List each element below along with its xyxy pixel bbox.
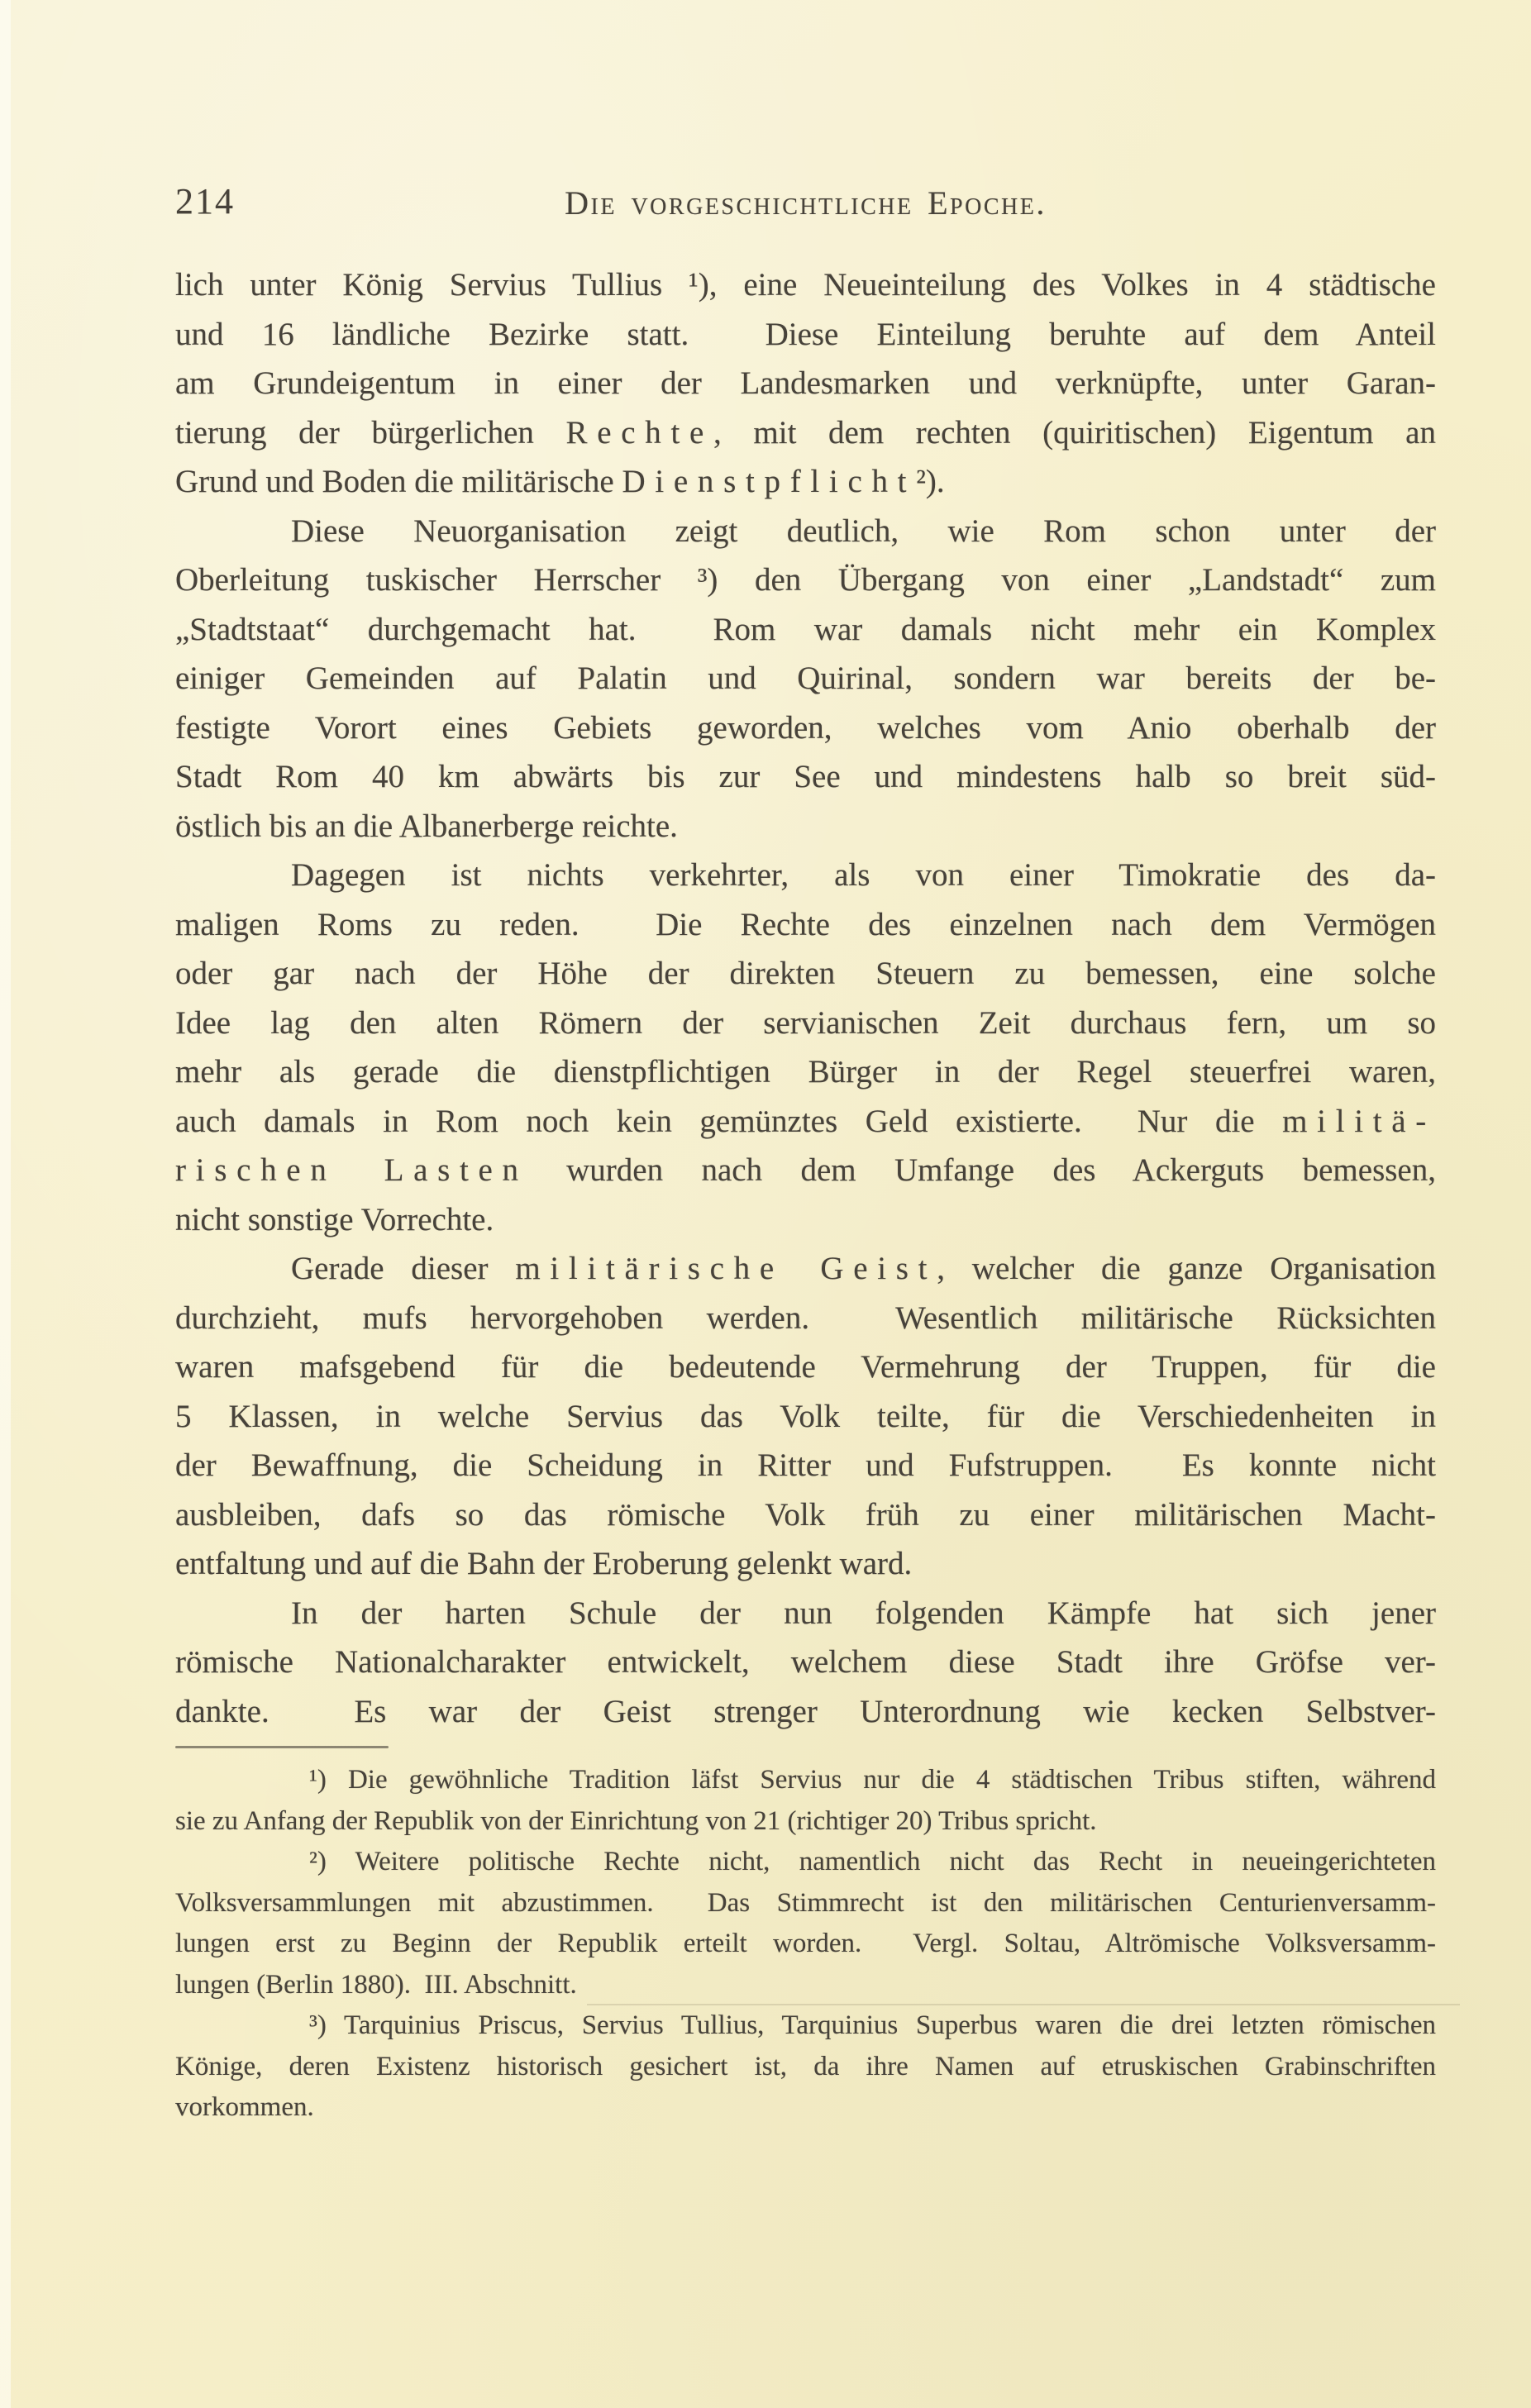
- body-line: römische Nationalcharakter entwickelt, welchem diese Stadt ihre Gröfse ver-: [175, 1644, 1436, 1680]
- footnotes: [175, 1760, 1436, 2129]
- text-segment: wurden nach dem Umfange des Ackerguts bemessen,: [527, 1152, 1436, 1188]
- body-line: nicht sonstige Vorrechte.: [175, 1201, 494, 1237]
- body-line: waren mafsgebend für die bedeutende Vermehrung der Truppen, für die: [175, 1349, 1436, 1385]
- body-line: entfaltung und auf die Bahn der Eroberung gelenkt ward.: [175, 1546, 913, 1581]
- body-line: dankte. Es war der Geist strenger Unterordnung wie kecken Selbstver-: [175, 1693, 1436, 1729]
- footnote-line: lungen erst zu Beginn der Republik erteilt worden. Vergl. Soltau, Altrömische Volksversamm-: [175, 1929, 1436, 1958]
- footnote-line: sie zu Anfang der Republik von der Einrichtung von 21 (richtiger 20) Tribus spricht.: [175, 1805, 1097, 1836]
- body-line: Oberleitung tuskischer Herrscher ³) den Übergang von einer „Landstadt“ zum: [175, 562, 1436, 598]
- footnote-line: Könige, deren Existenz historisch gesichert ist, da ihre Namen auf etruskischen Grabinschriften: [175, 2051, 1436, 2081]
- body-line: ausbleiben, dafs so das römische Volk früh zu einer militärischen Macht-: [175, 1496, 1436, 1533]
- body-line: „Stadtstaat“ durchgemacht hat. Rom war damals nicht mehr ein Komplex: [175, 611, 1436, 647]
- spaced-text-segment: militärische Geist: [515, 1251, 937, 1286]
- body-line: [175, 457, 1436, 507]
- body-line: am Grundeigentum in einer der Landesmarken und verknüpfte, unter Garan-: [175, 365, 1436, 401]
- text-segment: , welcher die ganze Organisation: [937, 1251, 1437, 1286]
- running-header: Die vorgeschichtliche Epoche.: [565, 184, 1047, 222]
- body-line: Dagegen ist nichts verkehrter, als von einer Timokratie des da-: [291, 857, 1436, 893]
- text-segment: auch damals in Rom noch kein gemünztes Geld existierte. Nur die: [175, 1103, 1283, 1139]
- page-number: 214: [175, 181, 235, 222]
- footnote-line: ²) Weitere politische Rechte nicht, namentlich nicht das Recht in neueingerichteten: [309, 1847, 1436, 1876]
- body-line: Idee lag den alten Römern der servianischen Zeit durchaus fern, um so: [175, 1004, 1436, 1041]
- body-text: [175, 260, 1436, 1736]
- text-segment: ²).: [916, 464, 945, 499]
- body-line: östlich bis an die Albanerberge reichte.: [175, 808, 678, 844]
- body-line: 5 Klassen, in welche Servius das Volk teilte, für die Verschiedenheiten in: [175, 1398, 1436, 1434]
- footnote-line: lungen (Berlin 1880). III. Abschnitt.: [175, 1969, 577, 2000]
- body-line: Diese Neuorganisation zeigt deutlich, wie Rom schon unter der: [291, 513, 1436, 549]
- body-line: In der harten Schule der nun folgenden Kämpfe hat sich jener: [291, 1595, 1436, 1631]
- body-line: oder gar nach der Höhe der direkten Steuern zu bemessen, eine solche: [175, 956, 1436, 991]
- scan-edge-strip: [0, 0, 11, 2408]
- body-line: [175, 1146, 1436, 1195]
- body-line: und 16 ländliche Bezirke statt. Diese Einteilung beruhte auf dem Anteil: [175, 316, 1436, 352]
- text-segment: Grund und Boden die militärische: [175, 464, 622, 499]
- footnote-line: vorkommen.: [175, 2092, 314, 2122]
- text-segment: Gerade dieser: [291, 1251, 516, 1286]
- footnote-separator-rule: [175, 1746, 389, 1748]
- body-line: maligen Roms zu reden. Die Rechte des einzelnen nach dem Vermögen: [175, 906, 1436, 942]
- body-line: mehr als gerade die dienstpflichtigen Bürger in der Regel steuerfrei waren,: [175, 1054, 1436, 1090]
- text-segment: , mit dem rechten (quiritischen) Eigentum an: [713, 414, 1436, 451]
- body-line: [175, 408, 1436, 458]
- body-line: durchzieht, mufs hervorgehoben werden. Wesentlich militärische Rücksichten: [175, 1299, 1436, 1336]
- body-line: lich unter König Servius Tullius ¹), eine Neueinteilung des Volkes in 4 städtische: [175, 267, 1436, 303]
- body-line: einiger Gemeinden auf Palatin und Quirinal, sondern war bereits der be-: [175, 660, 1436, 696]
- body-line: der Bewaffnung, die Scheidung in Ritter und Fufstruppen. Es konnte nicht: [175, 1447, 1436, 1483]
- body-line: [175, 1097, 1436, 1147]
- spaced-text-segment: Rechte: [565, 414, 714, 451]
- body-line: Stadt Rom 40 km abwärts bis zur See und mindestens halb so breit süd-: [175, 759, 1436, 794]
- spaced-text-segment: militä-: [1282, 1103, 1436, 1139]
- body-line: festigte Vorort eines Gebiets geworden, welches vom Anio oberhalb der: [175, 709, 1436, 746]
- footnote-line: ³) Tarquinius Priscus, Servius Tullius, Tarquinius Superbus waren die drei letzten römischen: [309, 2010, 1436, 2040]
- text-segment: tierung der bürgerlichen: [175, 414, 566, 451]
- body-line: [175, 1244, 1436, 1294]
- spaced-text-segment: rischen Lasten: [175, 1152, 528, 1188]
- footnote-line: Volksversammlungen mit abzustimmen. Das Stimmrecht ist den militärischen Centurienversamm-: [175, 1887, 1436, 1918]
- spaced-text-segment: Dienstpflicht: [622, 464, 917, 499]
- footnote-line: ¹) Die gewöhnliche Tradition läfst Servius nur die 4 städtischen Tribus stiften, während: [309, 1765, 1436, 1795]
